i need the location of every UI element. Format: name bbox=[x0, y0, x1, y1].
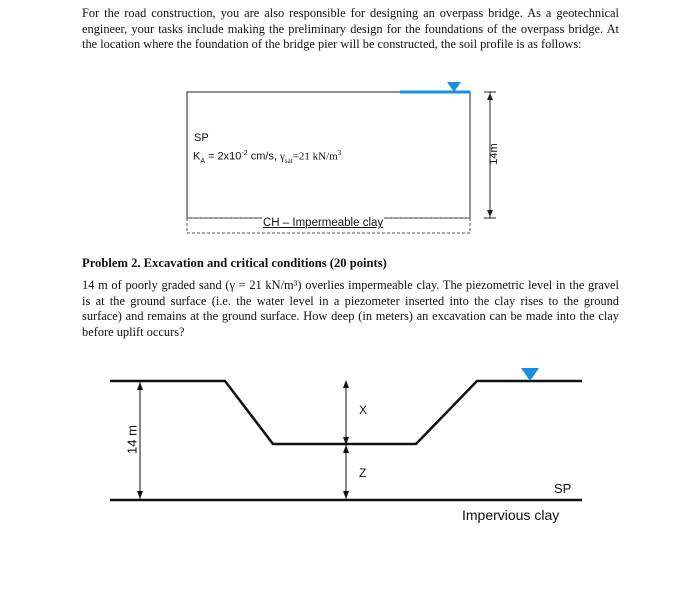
perm-units: cm/s, bbox=[247, 150, 281, 163]
perm-value: = 2x10 bbox=[205, 150, 242, 163]
perm-exponent: -2 bbox=[241, 150, 248, 157]
sp-layer-label: SP bbox=[194, 132, 209, 144]
clay-layer-label: CH – Impermeable clay bbox=[263, 217, 384, 229]
arrow-down-icon bbox=[343, 491, 349, 499]
intro-paragraph: For the road construction, you are also responsible for designing an overpass bridge. As a geotechnical engineer, your tasks include making the preliminary design for the foundations of the overpass bridge. At the location where the foundation of the bridge pier will be constructed, the soil profile is as follows: bbox=[82, 6, 619, 51]
gamma-exponent: 3 bbox=[337, 149, 342, 157]
gamma-value: =21 kN/m bbox=[292, 150, 338, 163]
thickness-label: 14 m bbox=[124, 425, 140, 454]
perm-subscript: A bbox=[200, 157, 206, 165]
problem-heading: Problem 2. Excavation and critical conditions (20 points) bbox=[82, 256, 387, 270]
clay-layer-label: Impervious clay bbox=[462, 507, 560, 523]
x-label: X bbox=[359, 403, 368, 417]
water-table-triangle-icon bbox=[521, 368, 539, 381]
arrow-up-icon bbox=[343, 380, 349, 388]
perm-symbol: K bbox=[193, 150, 201, 163]
gamma-symbol: γ bbox=[280, 150, 285, 163]
arrow-up-icon bbox=[137, 382, 143, 390]
problem-paragraph: 14 m of poorly graded sand (γ = 21 kN/m³) overlies impermeable clay. The piezometric level in the gravel is at the ground surface (i.e. the water level in a piezometer inserted into the clay rises to the ground surface) and remains at the ground surface. How deep (in meters) an excavation can be made into the clay before uplift occurs? bbox=[82, 278, 619, 339]
arrow-down-icon bbox=[137, 491, 143, 499]
arrow-up-icon bbox=[343, 445, 349, 453]
z-label: Z bbox=[359, 466, 367, 480]
sp-layer-label: SP bbox=[554, 481, 572, 496]
gamma-subscript: sat bbox=[284, 156, 293, 165]
thickness-label: 14m bbox=[488, 143, 500, 165]
